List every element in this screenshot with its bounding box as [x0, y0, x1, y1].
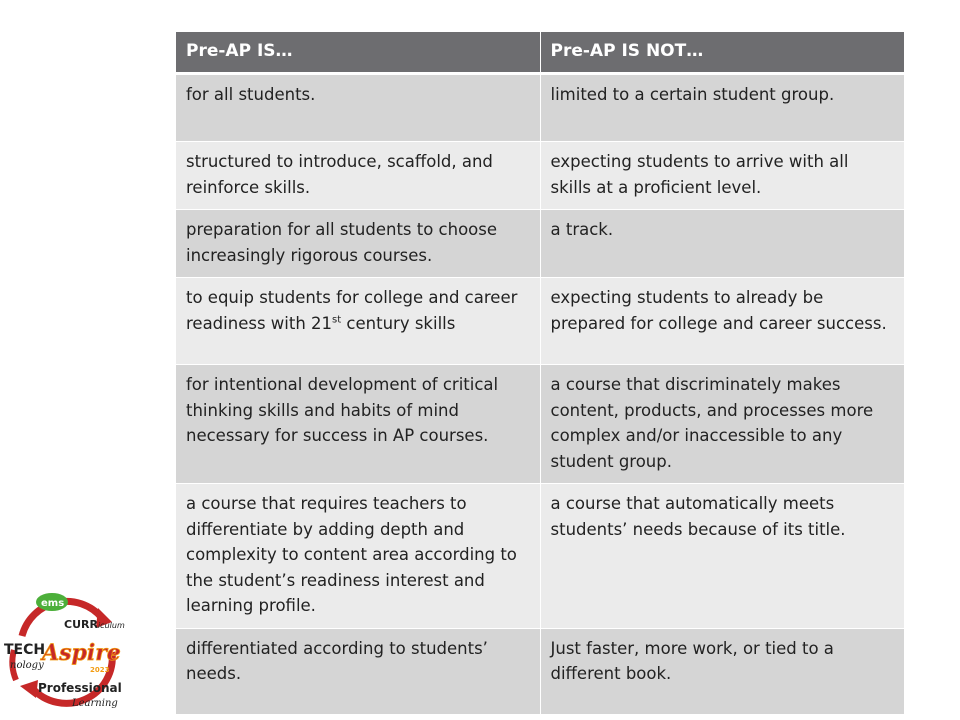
cell-is-not: a course that discriminately makes content, products, and processes more complex and/or inaccessible to any student group. [540, 365, 904, 484]
cell-is: for intentional development of critical thinking skills and habits of mind necessary for success in AP courses. [176, 365, 540, 484]
logo-year: 2023 [90, 666, 110, 674]
table-row [176, 628, 904, 714]
cell-is-not: a track. [540, 210, 904, 278]
logo-tech: TECH [4, 642, 46, 658]
header-pre-ap-is-not: Pre-AP IS NOT… [540, 32, 904, 74]
table-row [176, 74, 904, 142]
ordinal-suffix: st [332, 314, 342, 325]
cell-is-not: limited to a certain student group. [540, 74, 904, 142]
logo-curr: CURRiculum [64, 618, 125, 631]
table-row [176, 142, 904, 210]
logo-aspire: Aspire [42, 640, 121, 666]
cell-is-not: Just faster, more work, or tied to a different book. [540, 628, 904, 714]
tech-aspire-logo [2, 588, 134, 716]
cell-is-not: expecting students to arrive with all skills at a proficient level. [540, 142, 904, 210]
pre-ap-comparison-table [176, 32, 904, 714]
ems-badge: ems [41, 598, 65, 609]
cell-is: a course that requires teachers to differentiate by adding depth and complexity to content area according to the student’s readiness interest and learning profile. [176, 484, 540, 629]
cell-is-not: expecting students to already be prepared for college and career success. [540, 278, 904, 365]
logo-learning: Learning [72, 698, 118, 709]
table-row [176, 484, 904, 629]
table-row [176, 210, 904, 278]
table-row [176, 365, 904, 484]
cell-is-text-end: century skills [341, 313, 456, 333]
cell-is: preparation for all students to choose increasingly rigorous courses. [176, 210, 540, 278]
cell-is: structured to introduce, scaffold, and reinforce skills. [176, 142, 540, 210]
cell-is: differentiated according to students’ needs. [176, 628, 540, 714]
cell-is-text: to equip students for college and career readiness with 21 [186, 288, 518, 333]
cell-is: for all students. [176, 74, 540, 142]
table-header-row [176, 32, 904, 74]
logo-professional: Professional [38, 681, 122, 695]
cell-is-not: a course that automatically meets students’ needs because of its title. [540, 484, 904, 629]
cell-is [176, 278, 540, 365]
table-row [176, 278, 904, 365]
header-pre-ap-is: Pre-AP IS… [176, 32, 540, 74]
arrow-head-bottom [20, 680, 38, 698]
logo-nology: nology [10, 660, 44, 671]
